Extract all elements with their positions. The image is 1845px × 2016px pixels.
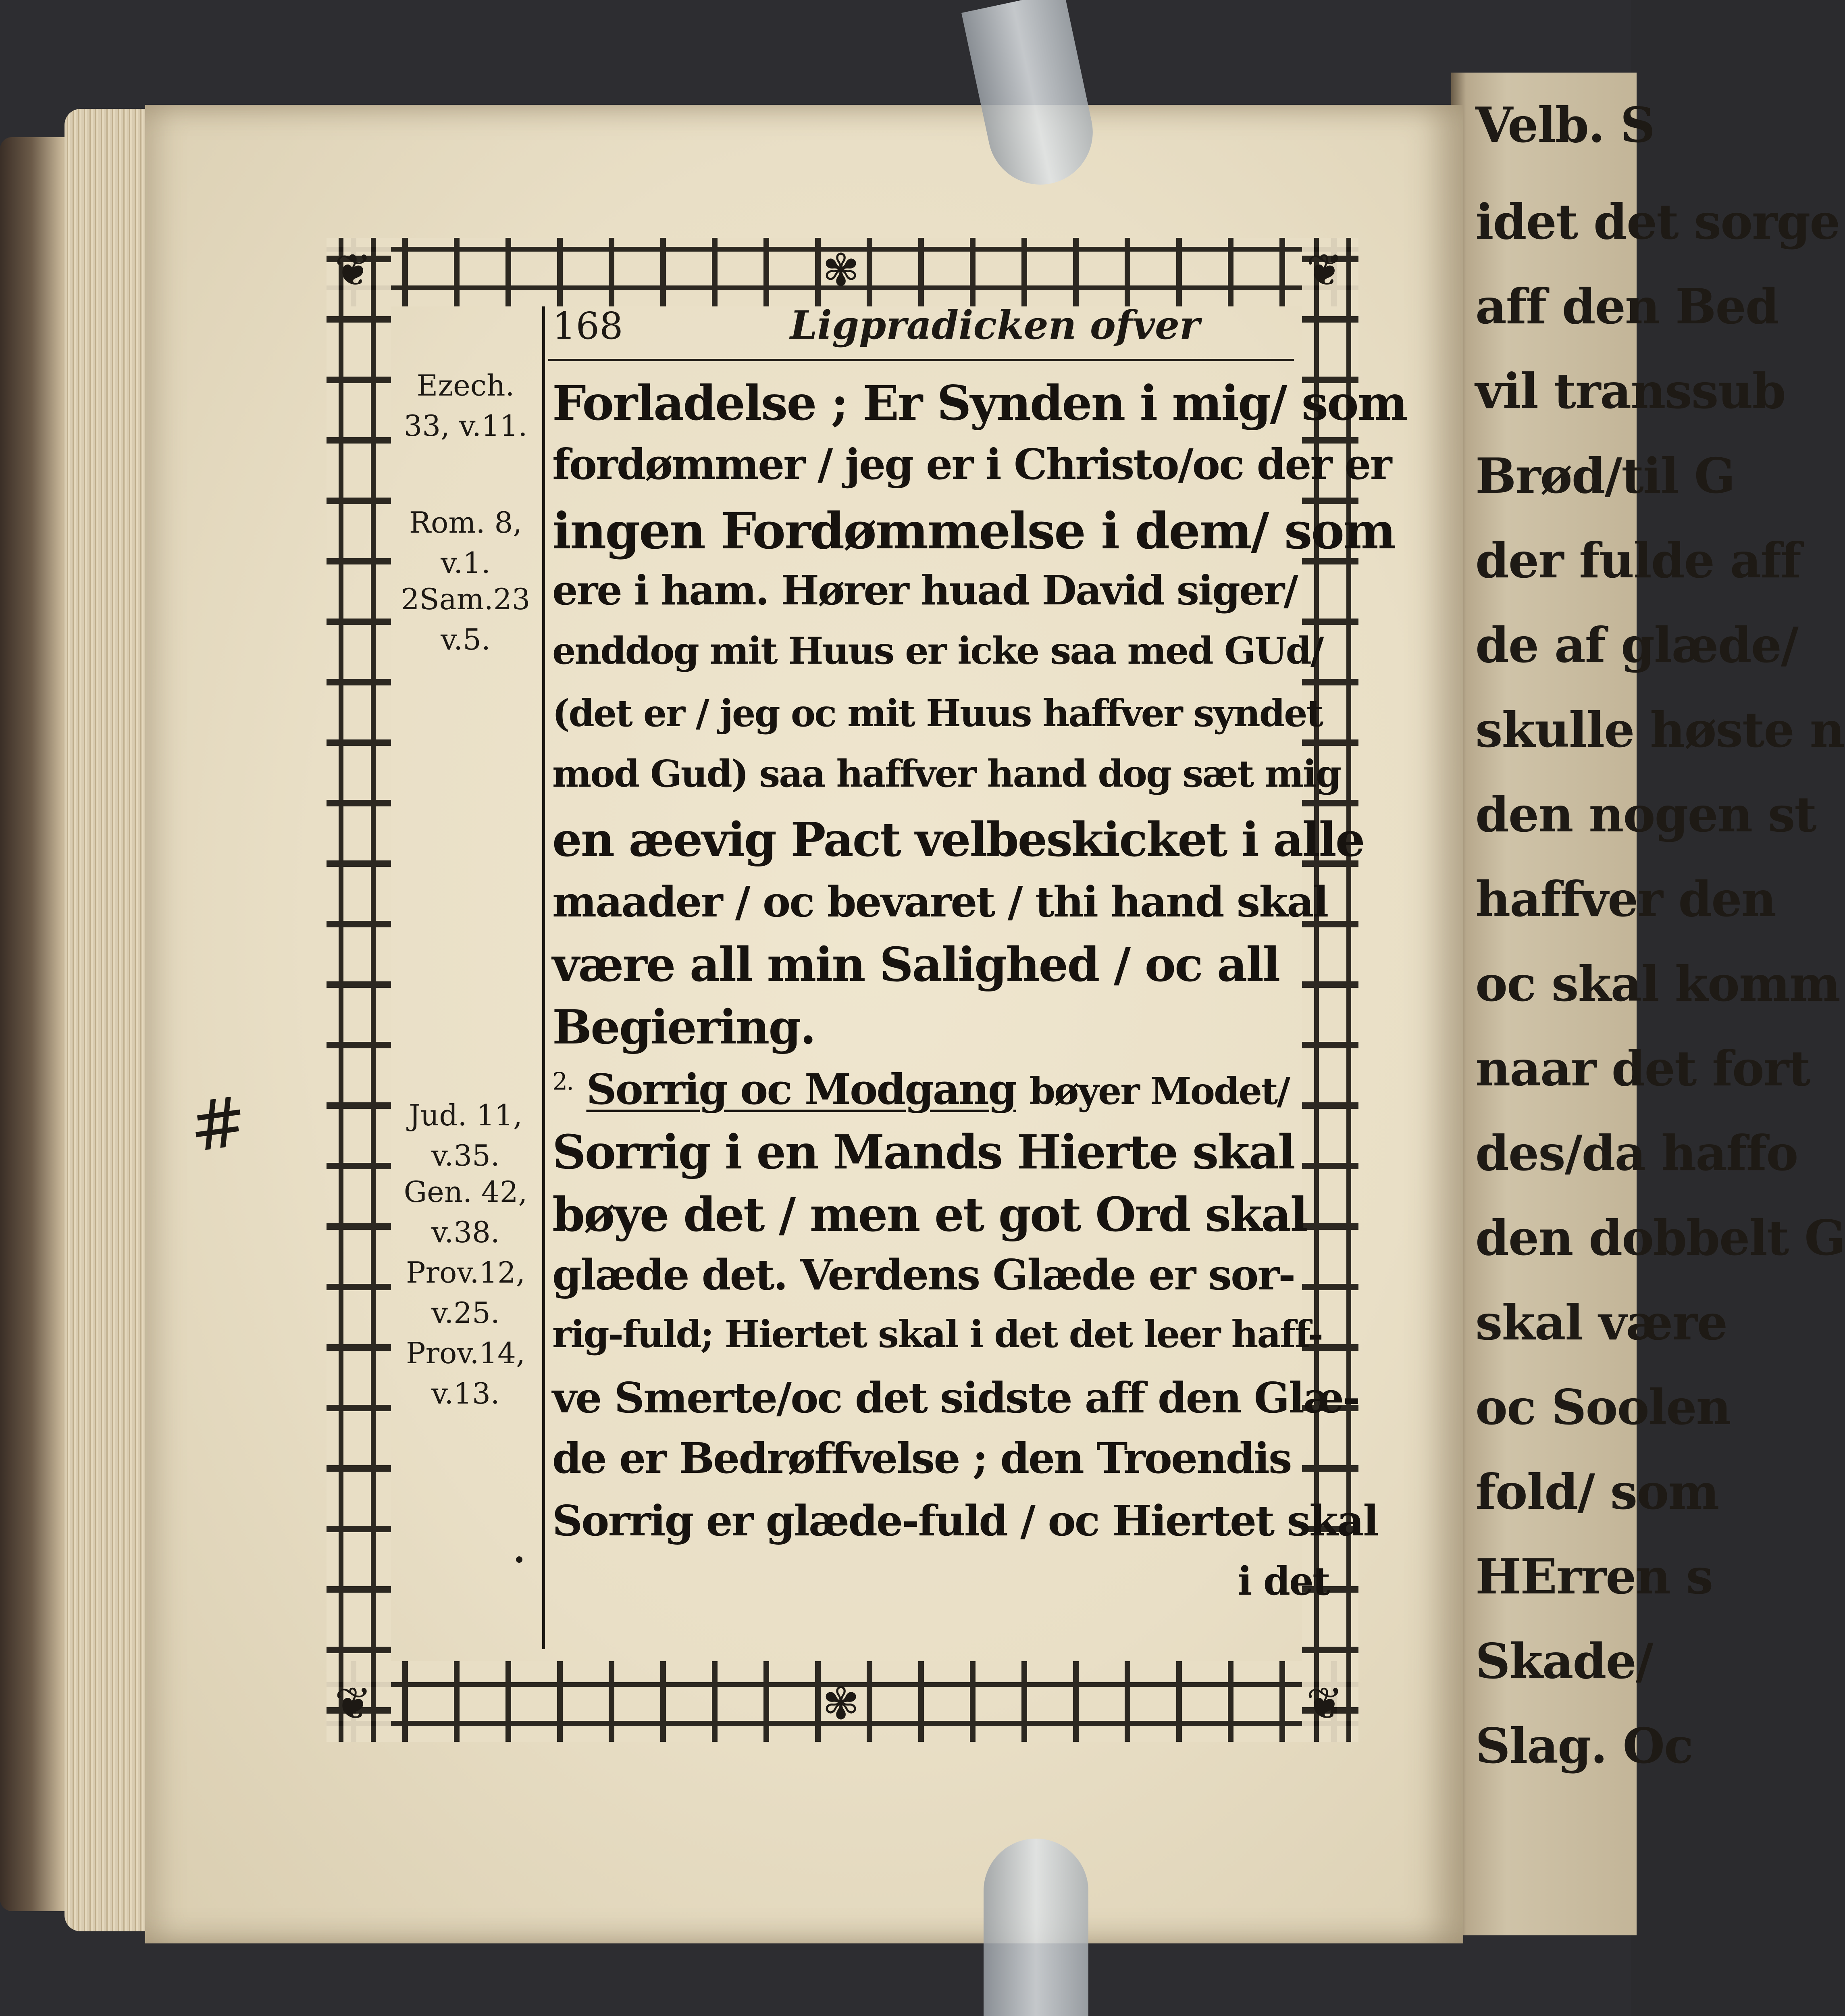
text-line: mod Gud) saa haffver hand dog sæt mig <box>552 752 1341 796</box>
margin-note: v.1. <box>441 546 491 580</box>
paragraph-number: 2. <box>552 1067 573 1096</box>
page-number: 168 <box>552 304 623 348</box>
facing-page-line: des/da haffo <box>1475 1125 1798 1182</box>
facing-page <box>1451 73 1845 1935</box>
text-line: ingen Fordømmelse i dem/ som <box>552 502 1395 560</box>
border-left <box>327 238 391 1742</box>
column-rule <box>542 306 545 1649</box>
text-line-remainder: bøyer Modet/ <box>1029 1069 1290 1113</box>
catchword: i det <box>1238 1558 1329 1604</box>
handwritten-mark: # <box>184 1081 252 1168</box>
facing-page-line: oc skal komm <box>1475 956 1840 1012</box>
facing-page-line: skal være <box>1475 1294 1727 1351</box>
facing-page-line: HErren s <box>1475 1548 1713 1605</box>
ornament-icon: ❦ <box>1306 1678 1344 1729</box>
book-clip-bottom <box>984 1839 1088 2016</box>
ink-dot <box>516 1556 522 1563</box>
header-rule <box>548 359 1294 361</box>
facing-page-line: fold/ som <box>1475 1464 1719 1520</box>
text-line: Sorrig er glæde-fuld / oc Hiertet skal <box>552 1496 1378 1545</box>
ornament-icon: ✾ <box>822 1678 860 1729</box>
facing-page-line: de af glæde/ <box>1475 617 1798 674</box>
text-line: bøye det / men et got Ord skal <box>552 1187 1307 1242</box>
text-line: rig-fuld; Hiertet skal i det det leer haff- <box>552 1312 1323 1356</box>
text-line: en æevig Pact velbeskicket i alle <box>552 812 1364 867</box>
facing-page-line: den dobbelt G <box>1475 1210 1845 1266</box>
ornament-icon: ❦ <box>335 1678 372 1729</box>
text-line: Begiering. <box>552 1000 815 1055</box>
margin-note: v.5. <box>441 623 491 656</box>
text-line: Forladelse ; Er Synden i mig/ som <box>552 375 1407 431</box>
ornament-icon: ✾ <box>822 244 860 296</box>
text-line: glæde det. Verdens Glæde er sor- <box>552 1250 1295 1300</box>
text-line: de er Bedrøffvelse ; den Troendis <box>552 1433 1291 1483</box>
margin-note: v.35. <box>431 1139 500 1173</box>
facing-page-line: naar det fort <box>1475 1040 1810 1097</box>
text-line: ere i ham. Hører huad David siger/ <box>552 566 1297 614</box>
facing-page-line: idet det sorge <box>1475 194 1840 250</box>
margin-note: v.25. <box>431 1296 500 1330</box>
facing-page-line: vil transsub <box>1475 363 1785 420</box>
facing-page-line: skulle høste n <box>1475 702 1844 758</box>
margin-note: v.13. <box>431 1377 500 1410</box>
margin-note: Gen. 42, <box>404 1175 528 1209</box>
text-line: fordømmer / jeg er i Christo/oc der er <box>552 439 1391 489</box>
text-line: ve Smerte/oc det sidste aff den Glæ- <box>552 1373 1359 1422</box>
facing-page-line: den nogen st <box>1475 786 1816 843</box>
underlined-text: Sorrig oc Modgang <box>586 1064 1016 1114</box>
facing-page-line: Skade/ <box>1475 1633 1653 1690</box>
running-head: Ligpradicken ofver <box>790 302 1200 348</box>
margin-note: Prov.12, <box>406 1256 525 1289</box>
facing-page-line: oc Soolen <box>1475 1379 1731 1436</box>
text-line <box>552 1064 1289 1114</box>
margin-note: v.38. <box>431 1215 500 1249</box>
facing-page-line: Slag. Oc <box>1475 1718 1693 1774</box>
ornament-icon: ❦ <box>1306 244 1344 296</box>
margin-note: 33, v.11. <box>404 409 528 443</box>
facing-page-line: Brød/til G <box>1475 448 1735 504</box>
text-line: maader / oc bevaret / thi hand skal <box>552 877 1328 927</box>
ornament-icon: ❦ <box>335 244 372 296</box>
facing-page-line: Velb. S <box>1475 97 1655 154</box>
facing-page-line: aff den Bed <box>1475 278 1778 335</box>
margin-note: Rom. 8, <box>409 506 522 539</box>
margin-note: Prov.14, <box>406 1336 525 1370</box>
margin-note: Jud. 11, <box>409 1098 522 1132</box>
text-line: enddog mit Huus er icke saa med GUd/ <box>552 629 1323 673</box>
facing-page-line: haffver den <box>1475 871 1776 928</box>
margin-note: 2Sam.23 <box>401 582 530 616</box>
margin-note: Ezech. <box>416 369 515 402</box>
text-line: Sorrig i en Mands Hierte skal <box>552 1125 1294 1180</box>
text-line: (det er / jeg oc mit Huus haffver syndet <box>552 691 1323 735</box>
facing-page-line: der fulde aff <box>1475 532 1801 589</box>
text-line: være all min Salighed / oc all <box>552 937 1279 992</box>
